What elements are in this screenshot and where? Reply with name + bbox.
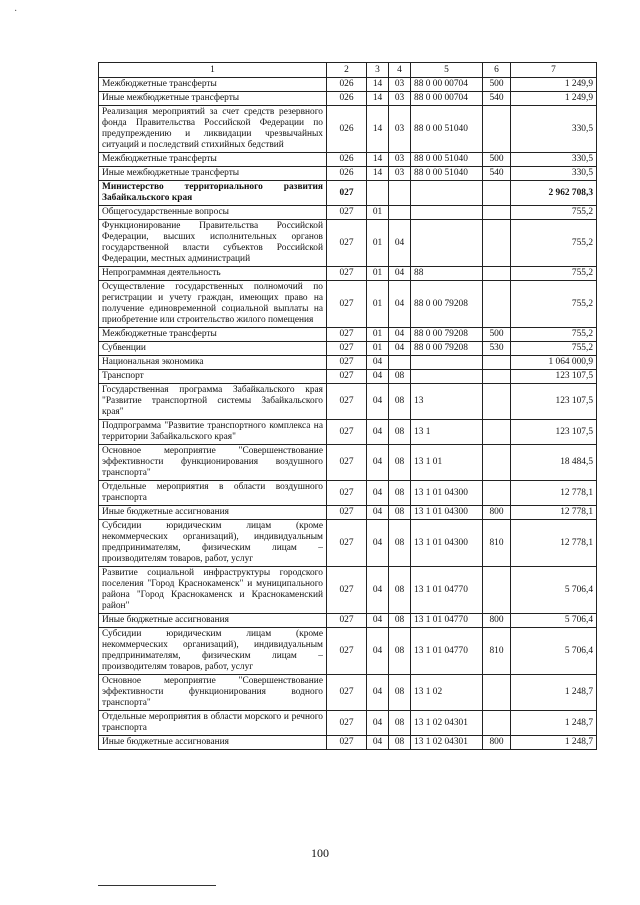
row-section-cell bbox=[367, 181, 389, 206]
row-target-item-cell: 88 0 00 79208 bbox=[411, 281, 483, 328]
row-section-cell: 01 bbox=[367, 281, 389, 328]
row-target-item-cell: 88 0 00 00704 bbox=[411, 92, 483, 106]
row-expense-type-cell bbox=[483, 675, 511, 711]
row-name-cell: Реализация мероприятий за счет средств резервного фонда Правительства Российской Федерации по предупреждению и ликвидации чрезвычайных ситуаций и последствий стихийных бедствий bbox=[99, 106, 327, 153]
row-section-cell: 04 bbox=[367, 567, 389, 614]
row-amount-cell: 12 778,1 bbox=[511, 520, 597, 567]
row-amount-cell: 1 248,7 bbox=[511, 711, 597, 736]
row-name-cell: Межбюджетные трансферты bbox=[99, 153, 327, 167]
row-subsection-cell: 03 bbox=[389, 106, 411, 153]
table-row bbox=[99, 92, 597, 106]
row-target-item-cell: 88 bbox=[411, 267, 483, 281]
row-expense-type-cell bbox=[483, 181, 511, 206]
row-target-item-cell: 13 1 01 04770 bbox=[411, 567, 483, 614]
footer-rule bbox=[98, 885, 216, 886]
row-expense-type-cell: 800 bbox=[483, 614, 511, 628]
column-header: 1 bbox=[99, 63, 327, 78]
column-header: 7 bbox=[511, 63, 597, 78]
row-section-cell: 04 bbox=[367, 384, 389, 420]
table-row bbox=[99, 420, 597, 445]
row-admin-code-cell: 026 bbox=[327, 153, 367, 167]
row-target-item-cell: 88 0 00 79208 bbox=[411, 328, 483, 342]
row-target-item-cell bbox=[411, 181, 483, 206]
table-row bbox=[99, 675, 597, 711]
table-row bbox=[99, 78, 597, 92]
row-admin-code-cell: 027 bbox=[327, 520, 367, 567]
row-amount-cell: 755,2 bbox=[511, 267, 597, 281]
row-amount-cell: 12 778,1 bbox=[511, 506, 597, 520]
row-target-item-cell: 13 1 01 04300 bbox=[411, 481, 483, 506]
row-amount-cell: 330,5 bbox=[511, 106, 597, 153]
table-row bbox=[99, 445, 597, 481]
table-row bbox=[99, 628, 597, 675]
row-amount-cell: 5 706,4 bbox=[511, 567, 597, 614]
row-admin-code-cell: 027 bbox=[327, 567, 367, 614]
row-target-item-cell: 88 0 00 51040 bbox=[411, 153, 483, 167]
row-admin-code-cell: 026 bbox=[327, 78, 367, 92]
row-name-cell: Иные бюджетные ассигнования bbox=[99, 736, 327, 750]
column-header: 3 bbox=[367, 63, 389, 78]
row-expense-type-cell bbox=[483, 206, 511, 220]
row-amount-cell: 1 249,9 bbox=[511, 78, 597, 92]
row-target-item-cell: 13 bbox=[411, 384, 483, 420]
row-target-item-cell: 13 1 02 bbox=[411, 675, 483, 711]
row-admin-code-cell: 027 bbox=[327, 628, 367, 675]
row-name-cell: Субсидии юридическим лицам (кроме некоммерческих организаций), индивидуальным предпринимателям, физическим лицам – производителям товаров, работ, услуг bbox=[99, 628, 327, 675]
table-row bbox=[99, 206, 597, 220]
table-row bbox=[99, 153, 597, 167]
row-subsection-cell: 04 bbox=[389, 328, 411, 342]
row-amount-cell: 1 064 000,9 bbox=[511, 356, 597, 370]
row-name-cell: Субсидии юридическим лицам (кроме некоммерческих организаций), индивидуальным предпринимателям, физическим лицам – производителям товаров, работ, услуг bbox=[99, 520, 327, 567]
row-subsection-cell: 08 bbox=[389, 711, 411, 736]
table-header-row bbox=[99, 63, 597, 78]
row-subsection-cell: 03 bbox=[389, 92, 411, 106]
row-admin-code-cell: 027 bbox=[327, 220, 367, 267]
row-subsection-cell: 04 bbox=[389, 267, 411, 281]
table-row bbox=[99, 481, 597, 506]
row-target-item-cell: 88 0 00 51040 bbox=[411, 106, 483, 153]
row-section-cell: 01 bbox=[367, 267, 389, 281]
row-subsection-cell: 08 bbox=[389, 520, 411, 567]
row-subsection-cell bbox=[389, 206, 411, 220]
row-expense-type-cell bbox=[483, 267, 511, 281]
table-row bbox=[99, 267, 597, 281]
row-expense-type-cell bbox=[483, 106, 511, 153]
row-subsection-cell: 08 bbox=[389, 567, 411, 614]
row-admin-code-cell: 027 bbox=[327, 481, 367, 506]
table-row bbox=[99, 281, 597, 328]
row-subsection-cell: 08 bbox=[389, 420, 411, 445]
row-section-cell: 04 bbox=[367, 481, 389, 506]
row-name-cell: Министерство территориального развития Забайкальского края bbox=[99, 181, 327, 206]
row-name-cell: Основное мероприятие "Совершенствование эффективности функционирования воздушного транспорта" bbox=[99, 445, 327, 481]
row-section-cell: 04 bbox=[367, 736, 389, 750]
row-expense-type-cell bbox=[483, 384, 511, 420]
row-admin-code-cell: 027 bbox=[327, 328, 367, 342]
row-section-cell: 04 bbox=[367, 420, 389, 445]
row-subsection-cell: 08 bbox=[389, 675, 411, 711]
row-expense-type-cell bbox=[483, 445, 511, 481]
row-name-cell: Иные бюджетные ассигнования bbox=[99, 506, 327, 520]
row-target-item-cell: 13 1 01 04300 bbox=[411, 520, 483, 567]
row-name-cell: Общегосударственные вопросы bbox=[99, 206, 327, 220]
row-subsection-cell bbox=[389, 181, 411, 206]
row-amount-cell: 330,5 bbox=[511, 167, 597, 181]
table-row bbox=[99, 328, 597, 342]
row-target-item-cell bbox=[411, 356, 483, 370]
table-row bbox=[99, 342, 597, 356]
column-header: 5 bbox=[411, 63, 483, 78]
table-row bbox=[99, 384, 597, 420]
row-expense-type-cell bbox=[483, 481, 511, 506]
row-admin-code-cell: 027 bbox=[327, 267, 367, 281]
row-section-cell: 01 bbox=[367, 342, 389, 356]
column-header: 6 bbox=[483, 63, 511, 78]
scan-mark: · bbox=[14, 6, 18, 17]
row-section-cell: 14 bbox=[367, 153, 389, 167]
row-amount-cell: 1 248,7 bbox=[511, 675, 597, 711]
row-subsection-cell: 08 bbox=[389, 370, 411, 384]
row-admin-code-cell: 027 bbox=[327, 370, 367, 384]
row-name-cell: Государственная программа Забайкальского края "Развитие транспортной системы Забайкальского края" bbox=[99, 384, 327, 420]
row-expense-type-cell: 500 bbox=[483, 78, 511, 92]
row-name-cell: Функционирование Правительства Российской Федерации, высших исполнительных органов государственной власти субъектов Российской Федерации, местных администраций bbox=[99, 220, 327, 267]
row-amount-cell: 755,2 bbox=[511, 342, 597, 356]
row-section-cell: 04 bbox=[367, 711, 389, 736]
row-target-item-cell: 13 1 02 04301 bbox=[411, 711, 483, 736]
row-target-item-cell: 13 1 02 04301 bbox=[411, 736, 483, 750]
row-name-cell: Отдельные мероприятия в области морского и речного транспорта bbox=[99, 711, 327, 736]
row-target-item-cell: 88 0 00 51040 bbox=[411, 167, 483, 181]
table-row bbox=[99, 106, 597, 153]
row-section-cell: 14 bbox=[367, 78, 389, 92]
row-name-cell: Межбюджетные трансферты bbox=[99, 78, 327, 92]
row-amount-cell: 755,2 bbox=[511, 328, 597, 342]
row-section-cell: 04 bbox=[367, 356, 389, 370]
row-admin-code-cell: 026 bbox=[327, 92, 367, 106]
row-amount-cell: 1 248,7 bbox=[511, 736, 597, 750]
row-amount-cell: 18 484,5 bbox=[511, 445, 597, 481]
row-expense-type-cell: 540 bbox=[483, 92, 511, 106]
row-amount-cell: 12 778,1 bbox=[511, 481, 597, 506]
row-admin-code-cell: 027 bbox=[327, 181, 367, 206]
row-expense-type-cell bbox=[483, 356, 511, 370]
row-section-cell: 04 bbox=[367, 675, 389, 711]
row-subsection-cell: 04 bbox=[389, 281, 411, 328]
row-expense-type-cell: 800 bbox=[483, 736, 511, 750]
row-name-cell: Развитие социальной инфраструктуры городского поселения "Город Краснокаменск" и муниципального района "Город Краснокаменск и Краснокаменский район" bbox=[99, 567, 327, 614]
row-section-cell: 14 bbox=[367, 167, 389, 181]
table-body bbox=[99, 63, 597, 750]
row-subsection-cell: 08 bbox=[389, 481, 411, 506]
row-expense-type-cell: 800 bbox=[483, 506, 511, 520]
row-expense-type-cell bbox=[483, 567, 511, 614]
row-section-cell: 04 bbox=[367, 370, 389, 384]
row-name-cell: Иные межбюджетные трансферты bbox=[99, 167, 327, 181]
row-amount-cell: 123 107,5 bbox=[511, 370, 597, 384]
row-target-item-cell: 13 1 01 04770 bbox=[411, 614, 483, 628]
row-admin-code-cell: 027 bbox=[327, 736, 367, 750]
row-section-cell: 14 bbox=[367, 92, 389, 106]
table-row bbox=[99, 711, 597, 736]
row-amount-cell: 755,2 bbox=[511, 206, 597, 220]
row-amount-cell: 123 107,5 bbox=[511, 384, 597, 420]
row-section-cell: 14 bbox=[367, 106, 389, 153]
row-name-cell: Отдельные мероприятия в области воздушного транспорта bbox=[99, 481, 327, 506]
budget-table bbox=[98, 62, 597, 750]
row-name-cell: Непрограммная деятельность bbox=[99, 267, 327, 281]
row-expense-type-cell: 540 bbox=[483, 167, 511, 181]
row-name-cell: Национальная экономика bbox=[99, 356, 327, 370]
row-subsection-cell: 08 bbox=[389, 736, 411, 750]
row-subsection-cell: 03 bbox=[389, 153, 411, 167]
row-subsection-cell: 03 bbox=[389, 78, 411, 92]
row-amount-cell: 1 249,9 bbox=[511, 92, 597, 106]
row-subsection-cell: 03 bbox=[389, 167, 411, 181]
row-amount-cell: 755,2 bbox=[511, 220, 597, 267]
table-row bbox=[99, 167, 597, 181]
table-row bbox=[99, 506, 597, 520]
row-section-cell: 04 bbox=[367, 520, 389, 567]
row-section-cell: 04 bbox=[367, 614, 389, 628]
row-section-cell: 01 bbox=[367, 328, 389, 342]
row-admin-code-cell: 027 bbox=[327, 420, 367, 445]
page-number: 100 bbox=[311, 846, 329, 860]
row-expense-type-cell: 530 bbox=[483, 342, 511, 356]
table-row bbox=[99, 181, 597, 206]
row-admin-code-cell: 027 bbox=[327, 206, 367, 220]
row-amount-cell: 755,2 bbox=[511, 281, 597, 328]
row-expense-type-cell bbox=[483, 711, 511, 736]
table-row bbox=[99, 567, 597, 614]
row-section-cell: 01 bbox=[367, 206, 389, 220]
row-expense-type-cell bbox=[483, 370, 511, 384]
row-expense-type-cell bbox=[483, 281, 511, 328]
table-row bbox=[99, 220, 597, 267]
row-expense-type-cell: 500 bbox=[483, 153, 511, 167]
row-name-cell: Подпрограмма "Развитие транспортного комплекса на территории Забайкальского края" bbox=[99, 420, 327, 445]
row-amount-cell: 5 706,4 bbox=[511, 614, 597, 628]
row-section-cell: 04 bbox=[367, 628, 389, 675]
row-name-cell: Транспорт bbox=[99, 370, 327, 384]
column-header: 4 bbox=[389, 63, 411, 78]
table-row bbox=[99, 614, 597, 628]
row-target-item-cell bbox=[411, 370, 483, 384]
row-admin-code-cell: 027 bbox=[327, 356, 367, 370]
row-target-item-cell: 88 0 00 79208 bbox=[411, 342, 483, 356]
row-amount-cell: 2 962 708,3 bbox=[511, 181, 597, 206]
row-subsection-cell: 08 bbox=[389, 506, 411, 520]
row-admin-code-cell: 026 bbox=[327, 167, 367, 181]
row-expense-type-cell: 500 bbox=[483, 328, 511, 342]
row-target-item-cell bbox=[411, 220, 483, 267]
row-admin-code-cell: 027 bbox=[327, 384, 367, 420]
row-section-cell: 01 bbox=[367, 220, 389, 267]
row-subsection-cell: 08 bbox=[389, 384, 411, 420]
table-row bbox=[99, 370, 597, 384]
row-target-item-cell: 13 1 01 bbox=[411, 445, 483, 481]
row-amount-cell: 5 706,4 bbox=[511, 628, 597, 675]
row-target-item-cell: 13 1 01 04770 bbox=[411, 628, 483, 675]
table-row bbox=[99, 520, 597, 567]
table-row bbox=[99, 356, 597, 370]
row-name-cell: Субвенции bbox=[99, 342, 327, 356]
row-admin-code-cell: 027 bbox=[327, 445, 367, 481]
row-subsection-cell: 04 bbox=[389, 342, 411, 356]
row-admin-code-cell: 027 bbox=[327, 675, 367, 711]
row-admin-code-cell: 026 bbox=[327, 106, 367, 153]
row-subsection-cell: 08 bbox=[389, 445, 411, 481]
row-expense-type-cell: 810 bbox=[483, 628, 511, 675]
row-name-cell: Иные межбюджетные трансферты bbox=[99, 92, 327, 106]
row-expense-type-cell: 810 bbox=[483, 520, 511, 567]
column-header: 2 bbox=[327, 63, 367, 78]
row-target-item-cell: 13 1 01 04300 bbox=[411, 506, 483, 520]
row-expense-type-cell bbox=[483, 420, 511, 445]
row-target-item-cell: 13 1 bbox=[411, 420, 483, 445]
row-amount-cell: 123 107,5 bbox=[511, 420, 597, 445]
table-row bbox=[99, 736, 597, 750]
row-section-cell: 04 bbox=[367, 506, 389, 520]
row-name-cell: Межбюджетные трансферты bbox=[99, 328, 327, 342]
row-subsection-cell: 08 bbox=[389, 614, 411, 628]
row-amount-cell: 330,5 bbox=[511, 153, 597, 167]
row-admin-code-cell: 027 bbox=[327, 281, 367, 328]
row-admin-code-cell: 027 bbox=[327, 506, 367, 520]
row-name-cell: Иные бюджетные ассигнования bbox=[99, 614, 327, 628]
row-target-item-cell bbox=[411, 206, 483, 220]
row-admin-code-cell: 027 bbox=[327, 614, 367, 628]
row-name-cell: Осуществление государственных полномочий по регистрации и учету граждан, имеющих право на получение единовременной социальной выплаты на приобретение или строительство жилого помещения bbox=[99, 281, 327, 328]
row-target-item-cell: 88 0 00 00704 bbox=[411, 78, 483, 92]
row-expense-type-cell bbox=[483, 220, 511, 267]
row-name-cell: Основное мероприятие "Совершенствование эффективности функционирования водного транспорта" bbox=[99, 675, 327, 711]
row-admin-code-cell: 027 bbox=[327, 342, 367, 356]
row-section-cell: 04 bbox=[367, 445, 389, 481]
row-subsection-cell: 04 bbox=[389, 220, 411, 267]
row-subsection-cell: 08 bbox=[389, 628, 411, 675]
row-subsection-cell bbox=[389, 356, 411, 370]
row-admin-code-cell: 027 bbox=[327, 711, 367, 736]
